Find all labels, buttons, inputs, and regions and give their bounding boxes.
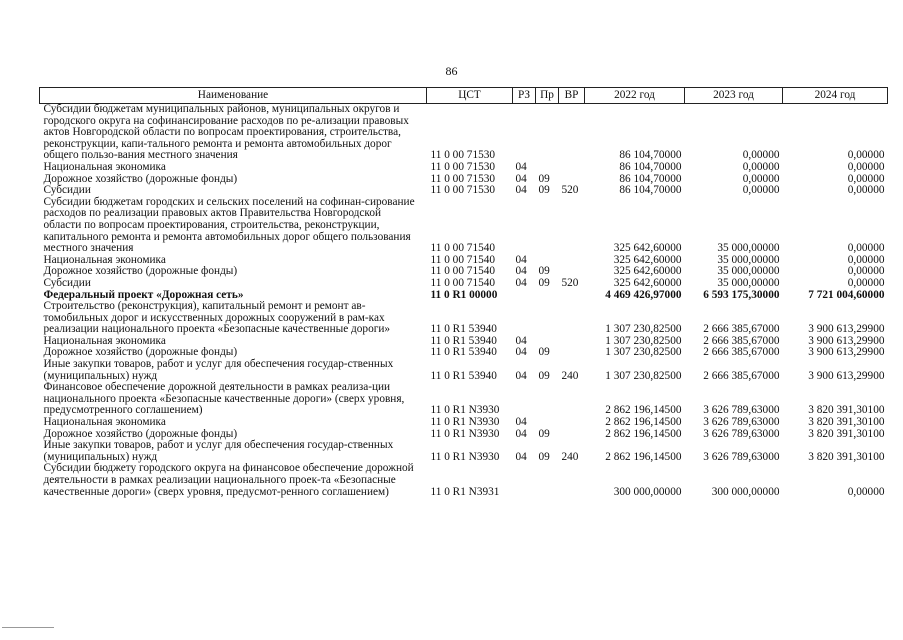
row-2023: 3 626 789,63000 xyxy=(703,404,780,417)
row-2023: 35 000,00000 xyxy=(717,253,780,266)
row-2024: 0,00000 xyxy=(847,184,885,197)
row-vr: 240 xyxy=(561,450,579,463)
row-2022: 2 862 196,14500 xyxy=(605,450,682,463)
header-rz: РЗ xyxy=(513,88,536,104)
row-vr xyxy=(559,104,585,162)
table-row xyxy=(40,417,888,429)
table-row xyxy=(40,463,888,498)
row-cst: 11 0 R1 N3931 xyxy=(430,485,500,498)
row-name: Национальная экономика xyxy=(43,416,166,429)
row-2022: 86 104,70000 xyxy=(619,184,682,197)
header-vr: ВР xyxy=(559,88,585,104)
row-cst: 11 0 00 71530 xyxy=(430,172,496,185)
row-vr xyxy=(559,336,585,348)
row-cst: 11 0 R1 N3930 xyxy=(430,404,500,417)
row-name: Национальная экономика xyxy=(43,253,166,266)
row-2024: 3 900 613,29900 xyxy=(808,323,885,336)
row-name: Дорожное хозяйство (дорожные фонды) xyxy=(43,172,238,185)
row-pr xyxy=(536,301,559,336)
row-name: Национальная экономика xyxy=(43,160,166,173)
row-name: Национальная экономика xyxy=(43,334,166,347)
row-2022: 1 307 230,82500 xyxy=(605,346,682,359)
row-pr xyxy=(536,104,559,162)
row-vr xyxy=(559,290,585,302)
row-2022: 2 862 196,14500 xyxy=(605,404,682,417)
row-vr: 520 xyxy=(561,184,579,197)
row-name: Субсидии xyxy=(43,184,91,197)
table-row xyxy=(40,185,888,197)
row-2024: 0,00000 xyxy=(847,485,885,498)
row-vr xyxy=(559,463,585,498)
table-header-row xyxy=(40,88,888,104)
row-name: Строительство (реконструкция), капитальный ремонт и ремонт ав-томобильных дорог и искусственных дорожных сооружений в рам-ках реализации национального проекта «Безопасные качественные дороги» xyxy=(43,300,391,336)
row-pr: 09 xyxy=(538,427,550,440)
row-pr xyxy=(536,162,559,174)
budget-table xyxy=(39,87,888,498)
header-2023: 2023 год xyxy=(685,88,783,104)
row-2022: 2 862 196,14500 xyxy=(605,427,682,440)
row-vr xyxy=(559,382,585,417)
row-2023: 0,00000 xyxy=(742,172,780,185)
row-name: Финансовое обеспечение дорожной деятельности в рамках реализа-ции национального проекта «Безопасные качественные дороги» (сверх уровня, предусмотренного соглашением) xyxy=(43,381,405,417)
row-name: Субсидии xyxy=(43,276,91,289)
table-row xyxy=(40,301,888,336)
row-rz: 04 xyxy=(515,160,527,173)
row-2023: 35 000,00000 xyxy=(717,276,780,289)
row-2024: 3 900 613,29900 xyxy=(808,334,885,347)
header-pr: Пр xyxy=(536,88,559,104)
footer-rule xyxy=(2,627,54,628)
row-2024: 0,00000 xyxy=(847,160,885,173)
row-2023: 35 000,00000 xyxy=(717,242,780,255)
row-2022: 325 642,60000 xyxy=(613,276,682,289)
page-number: 86 xyxy=(445,64,458,78)
row-name: Иные закупки товаров, работ и услуг для обеспечения государ-ственных (муниципальных) нужд xyxy=(43,358,394,382)
row-name: Дорожное хозяйство (дорожные фонды) xyxy=(43,265,238,278)
table-row xyxy=(40,440,888,463)
row-rz: 04 xyxy=(515,346,527,359)
row-2023: 300 000,00000 xyxy=(711,485,780,498)
row-rz: 04 xyxy=(515,276,527,289)
row-rz: 04 xyxy=(515,450,527,463)
row-name: Дорожное хозяйство (дорожные фонды) xyxy=(43,346,238,359)
row-2024: 7 721 004,60000 xyxy=(808,288,885,301)
row-cst: 11 0 00 71530 xyxy=(430,160,496,173)
row-2023: 2 666 385,67000 xyxy=(703,323,780,336)
row-2022: 86 104,70000 xyxy=(619,149,682,162)
row-2022: 325 642,60000 xyxy=(613,265,682,278)
row-rz xyxy=(513,104,536,162)
row-rz: 04 xyxy=(515,265,527,278)
row-vr xyxy=(559,255,585,267)
row-2023: 0,00000 xyxy=(742,160,780,173)
row-name: Иные закупки товаров, работ и услуг для обеспечения государ-ственных (муниципальных) нужд xyxy=(43,439,394,463)
row-2023: 2 666 385,67000 xyxy=(703,346,780,359)
row-cst: 11 0 R1 53940 xyxy=(430,346,497,359)
row-2022: 325 642,60000 xyxy=(613,242,682,255)
row-vr xyxy=(559,429,585,441)
row-2023: 6 593 175,30000 xyxy=(703,288,780,301)
row-pr xyxy=(536,290,559,302)
row-pr xyxy=(536,463,559,498)
row-cst: 11 0 00 71530 xyxy=(430,149,496,162)
row-cst: 11 0 00 71540 xyxy=(430,253,496,266)
row-2023: 0,00000 xyxy=(742,184,780,197)
row-rz xyxy=(513,382,536,417)
table-row xyxy=(40,359,888,382)
row-2023: 3 626 789,63000 xyxy=(703,416,780,429)
table-row xyxy=(40,197,888,255)
row-rz: 04 xyxy=(515,334,527,347)
row-pr: 09 xyxy=(538,276,550,289)
row-2024: 0,00000 xyxy=(847,265,885,278)
row-rz: 04 xyxy=(515,172,527,185)
row-cst: 11 0 R1 00000 xyxy=(430,288,498,301)
row-cst: 11 0 00 71530 xyxy=(430,184,496,197)
row-cst: 11 0 R1 53940 xyxy=(430,323,497,336)
row-vr xyxy=(559,301,585,336)
row-2023: 0,00000 xyxy=(742,149,780,162)
header-2024: 2024 год xyxy=(783,88,888,104)
row-cst: 11 0 00 71540 xyxy=(430,265,496,278)
row-rz: 04 xyxy=(515,184,527,197)
table-row xyxy=(40,278,888,290)
row-cst: 11 0 R1 N3930 xyxy=(430,450,500,463)
row-pr: 09 xyxy=(538,369,550,382)
row-2022: 1 307 230,82500 xyxy=(605,369,682,382)
row-2022: 1 307 230,82500 xyxy=(605,323,682,336)
row-2024: 0,00000 xyxy=(847,242,885,255)
row-name: Субсидии бюджету городского округа на финансовое обеспечение дорожной деятельности в рамках реализации национального проек-та «Безопасные качественные дороги» (сверх уровня, предусмот-ренного соглашением) xyxy=(43,462,414,498)
row-2023: 35 000,00000 xyxy=(717,265,780,278)
row-rz xyxy=(513,290,536,302)
header-name: Наименование xyxy=(40,88,427,104)
row-cst: 11 0 R1 N3930 xyxy=(430,416,500,429)
row-pr xyxy=(536,417,559,429)
row-2023: 2 666 385,67000 xyxy=(703,334,780,347)
row-name: Федеральный проект «Дорожная сеть» xyxy=(43,288,244,301)
row-name: Субсидии бюджетам городских и сельских поселений на софинан-сирование расходов по реализации правовых актов Правительства Новгородской области по вопросам проектирования, строительства, реконструкции, капитального ремонта и ремонта автомобильных дорог общего пользования местного значения xyxy=(43,195,415,255)
row-rz: 04 xyxy=(515,253,527,266)
row-2024: 3 820 391,30100 xyxy=(808,427,885,440)
row-cst: 11 0 R1 53940 xyxy=(430,334,497,347)
table-body xyxy=(40,104,888,499)
row-pr: 09 xyxy=(538,184,550,197)
row-2022: 4 469 426,97000 xyxy=(605,288,682,301)
table-row xyxy=(40,382,888,417)
row-rz: 04 xyxy=(515,427,527,440)
row-2022: 325 642,60000 xyxy=(613,253,682,266)
row-2024: 0,00000 xyxy=(847,253,885,266)
row-vr: 520 xyxy=(561,276,579,289)
row-name: Субсидии бюджетам муниципальных районов, муниципальных округов и городского округа на софинансирование расходов по ре-ализации правовых актов Новгородской области по вопросам проектирования, строительства, реконструкции, капи-тального ремонта и ремонта автомобильных дорог общего пользо-вания местного значения xyxy=(43,103,409,162)
row-2022: 1 307 230,82500 xyxy=(605,334,682,347)
row-rz: 04 xyxy=(515,369,527,382)
row-rz xyxy=(513,301,536,336)
row-vr xyxy=(559,417,585,429)
row-pr: 09 xyxy=(538,346,550,359)
row-name: Дорожное хозяйство (дорожные фонды) xyxy=(43,427,238,440)
row-pr xyxy=(536,382,559,417)
row-2024: 3 820 391,30100 xyxy=(808,450,885,463)
row-vr xyxy=(559,162,585,174)
row-2023: 2 666 385,67000 xyxy=(703,369,780,382)
header-2022: 2022 год xyxy=(585,88,685,104)
row-2024: 3 900 613,29900 xyxy=(808,369,885,382)
row-rz xyxy=(513,463,536,498)
row-2024: 3 900 613,29900 xyxy=(808,346,885,359)
row-pr: 09 xyxy=(538,450,550,463)
row-cst: 11 0 R1 53940 xyxy=(430,369,497,382)
row-rz: 04 xyxy=(515,416,527,429)
row-cst: 11 0 R1 N3930 xyxy=(430,427,500,440)
row-2022: 2 862 196,14500 xyxy=(605,416,682,429)
row-2023: 3 626 789,63000 xyxy=(703,427,780,440)
row-2024: 0,00000 xyxy=(847,172,885,185)
row-2022: 86 104,70000 xyxy=(619,172,682,185)
row-cst: 11 0 00 71540 xyxy=(430,276,496,289)
row-vr xyxy=(559,347,585,359)
row-pr: 09 xyxy=(538,172,550,185)
row-2024: 0,00000 xyxy=(847,149,885,162)
row-vr xyxy=(559,197,585,255)
row-cst: 11 0 00 71540 xyxy=(430,242,496,255)
row-pr: 09 xyxy=(538,265,550,278)
table-row xyxy=(40,162,888,174)
table-row xyxy=(40,104,888,162)
row-rz xyxy=(513,197,536,255)
row-vr: 240 xyxy=(561,369,579,382)
row-2023: 3 626 789,63000 xyxy=(703,450,780,463)
row-2022: 300 000,00000 xyxy=(613,485,682,498)
row-2024: 3 820 391,30100 xyxy=(808,404,885,417)
row-2024: 0,00000 xyxy=(847,276,885,289)
row-2022: 86 104,70000 xyxy=(619,160,682,173)
header-cst: ЦСТ xyxy=(427,88,513,104)
row-2024: 3 820 391,30100 xyxy=(808,416,885,429)
row-pr xyxy=(536,197,559,255)
